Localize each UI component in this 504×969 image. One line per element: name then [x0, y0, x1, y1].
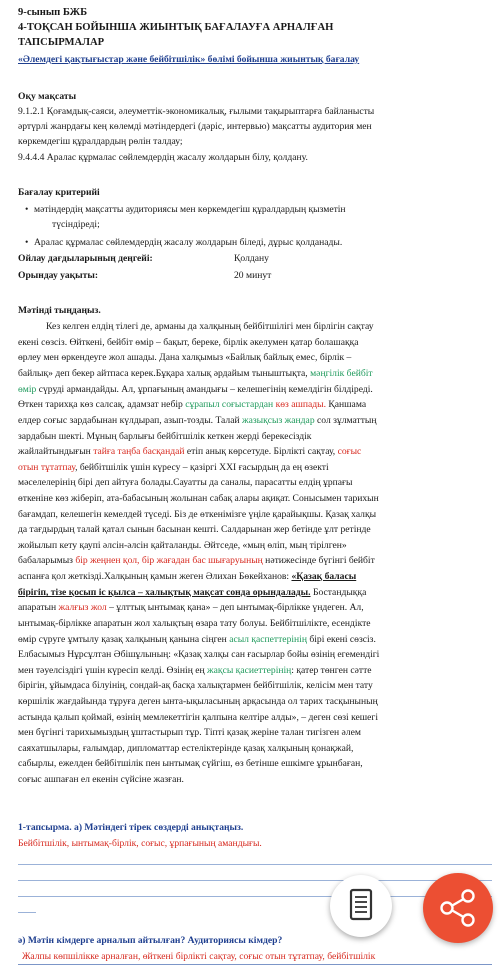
- share-button[interactable]: [423, 873, 493, 943]
- text-line: соғыс ашпаған ел екенін сүйсіне жазған.: [18, 774, 184, 785]
- goal-line: әртүрлі жанрдағы кең көлемді мәтіндердегі (дәріс, интервью) мақсатты аудитория мен: [18, 121, 372, 132]
- goal-line: 9.4.4.4 Аралас құрмалас сөйлемдердің жасалу жолдарын білу, қолдану.: [18, 152, 308, 163]
- answer-line: [18, 912, 36, 913]
- text-heading: Мәтінді тыңдаңыз.: [18, 305, 101, 316]
- task1-answer: Бейбітшілік, ынтымақ-бірлік, соғыс, ұрпағының амандығы.: [18, 838, 262, 849]
- text-line: да тағдырдың талай қатал сынын басынан кешті. Салдарынан жер бетінде ұлт ретінде: [18, 524, 371, 535]
- task2-heading: ә) Мәтін кімдерге арналып айтылған? Аудиториясы кімдер?: [18, 935, 283, 946]
- criteria-item: • Аралас құрмалас сөйлемдердің жасалу жолдарын біледі, дұрыс қолданады.: [34, 236, 342, 249]
- answer-line: [18, 880, 492, 881]
- grade-label: 9-сынып БЖБ: [18, 7, 88, 18]
- text-line: Өткен тарихқа көз салсақ, адамзат небір сұрапыл соғыстардан көз ашпады. Қаншама: [18, 399, 367, 410]
- doc-title-line2: ТАПСЫРМАЛАР: [18, 37, 105, 48]
- text-line: астында қалып қоймай, өзінің мемлекеттігін қалпына келтіре алды», – деген сөзі кешегі: [18, 712, 379, 723]
- criteria-heading: Бағалау критерийі: [18, 187, 100, 198]
- doc-subtitle: «Әлемдегі қақтығыстар және бейбітшілік» бөлімі бойынша жиынтық бағалау: [18, 54, 360, 65]
- text-line: өмір сүруге ұмтылу қазақ халқының қанына сіңген асыл қаспеттерінің бірі екені сөзсіз.: [18, 634, 376, 645]
- text-line: бірігін, ұйымдаса білуінің, сондай-ақ басқа халықтармен бейбітшілік, келісім мен тату: [18, 680, 373, 691]
- text-line: аспанға қол жеткізді.Халқының қамын жеген Әлихан Бөкейханов: «Қазақ баласы: [18, 571, 357, 582]
- criteria-item-cont: түсіндіреді;: [52, 219, 100, 230]
- criteria-item: • мәтіндердің мақсатты аудиториясы мен көркемдегіш құралдардың қызметін: [34, 203, 346, 216]
- text-line: байлық» деп бекер айтпаса керек.Бұқара халық әрдайым тыныштықта, мәңгілік бейбіт: [18, 368, 373, 379]
- time-value: 20 минут: [234, 270, 272, 281]
- text-line: апаратын жалғыз жол – ұлттық ынтымақ қана» – деп ынтымақ-бірлікке үндеген. Ал,: [18, 602, 364, 613]
- text-line: зардабын шекті. Мұның барлығы бейбітшілік кеткен жерді берекесіздік: [18, 431, 312, 442]
- goal-line: көркемдегіш құралдардың рөлін талдау;: [18, 136, 183, 147]
- answer-line: [18, 864, 492, 865]
- thinking-level-value: Қолдану: [234, 253, 269, 264]
- time-label: Орындау уақыты:: [18, 270, 99, 281]
- text-line: жайлайтындығын тайға таңба басқандай етіп анық көрсетуде. Бірлікті сақтау, соғыс: [18, 446, 362, 457]
- text-line: елдер соғыс зардабынан күлдырап, азып-тозды. Талай жазықсыз жандар сол зұлматтың: [18, 415, 377, 426]
- text-line: бірігіп, тізе қосып іс қылса – халықтық мақсат сонда орындалады. Бостандыққа: [18, 587, 367, 598]
- text-line: көршілік жағдайында тұруға деген ынта-ықыласының арқасында ол тарих тасқынының: [18, 696, 378, 707]
- goal-line: 9.1.2.1 Қоғамдық-саяси, әлеуметтік-экономикалық, ғылыми тақырыптарға байланысты: [18, 106, 375, 117]
- text-line: Елбасымыз Нұрсұлтан Әбішұлының: «Қазақ халқы сан ғасырлар бойы өзінің егемендігі: [18, 649, 380, 660]
- doc-title-line1: 4-ТОҚСАН БОЙЫНША ЖИЫНТЫҚ БАҒАЛАУҒА АРНАЛҒАН: [18, 22, 334, 33]
- text-line: саяхатшылары, ғалымдар, дипломаттар естеліктерінде қазақ халқының қонақжай,: [18, 743, 354, 754]
- text-line: мен тәуелсіздігі үшін күресіп келді. Өзінің ең жақсы қасиеттерінің: қатер төнген сәтте: [18, 665, 372, 676]
- answer-line: [18, 964, 492, 965]
- document-view-button[interactable]: [330, 875, 392, 937]
- goals-heading: Оқу мақсаты: [18, 91, 77, 102]
- text-line: өмір сүруді армандайды. Ал, ұрпағының амандығы – келешегінің кемелдігін білдіреді.: [18, 384, 373, 395]
- text-line: Кез келген елдің тілегі де, арманы да халқының бейбітшілігі мен бірлігін сақтау: [46, 321, 374, 332]
- text-line: өткеніне көз жіберіп, ата-бабасының жолынан сабақ алары ақиқат. Сонысымен тарихын: [18, 493, 379, 504]
- text-line: мәселелерінің бірі деп айтуға болады.Сауатты да саналы, парасатты елдің ұрпағы: [18, 477, 353, 488]
- text-line: бабаларымыз бір жеңнен қол, бір жағадан бас шығаруының нәтижесінде бүгінгі бейбіт: [18, 555, 375, 566]
- text-line: өрлеу мен өркендеуге жол ашады. Дана халқымыз «Байлық байлық емес, бірлік –: [18, 352, 352, 363]
- text-line: мен бүгінгі тарихымыздың ұштастырып тұр. Тіпті қазақ жеріне талан тигізген әлем: [18, 727, 361, 738]
- task1-heading: 1-тапсырма. а) Мәтіндегі тірек сөздерді анықтаңыз.: [18, 822, 244, 833]
- text-line: отын тұтатпау, бейбітшілік үшін күресу – қазіргі XXI ғасырдың да ең өзекті: [18, 462, 329, 473]
- text-line: жойылып кету қаупі әлсін-әлсін қайталанды. Әйтседе, «мың өліп, мың тірілген»: [18, 540, 347, 551]
- thinking-level-label: Ойлау дағдыларының деңгейі:: [18, 253, 153, 264]
- share-icon: [423, 873, 493, 943]
- document-icon: [330, 875, 392, 937]
- text-line: ынтымақ-бірлікке апаратын жол халықтың өзара тату болуы. Бейбітшілікте, есендікте: [18, 618, 371, 629]
- text-line: бағамдап, келешегін кемелдей түседі. Біз де өткенімізге үңіле қарайықшы. Қазақ халқы: [18, 509, 377, 520]
- text-line: сабырлы, ежелден бейбітшілік пен ынтымақ сүйгіш, өз бетінше ешкімге ұрынбаған,: [18, 758, 363, 769]
- text-line: екені сөзсіз. Өйткені, бейбіт өмір – бақыт, береке, бірлік әкелумен қатар болашаққа: [18, 337, 359, 348]
- task2-answer: Жалпы көпшілікке арналған, өйткені бірлікті сақтау, соғыс отын тұтатпау, бейбітшілік: [22, 951, 376, 962]
- answer-line: [18, 896, 492, 897]
